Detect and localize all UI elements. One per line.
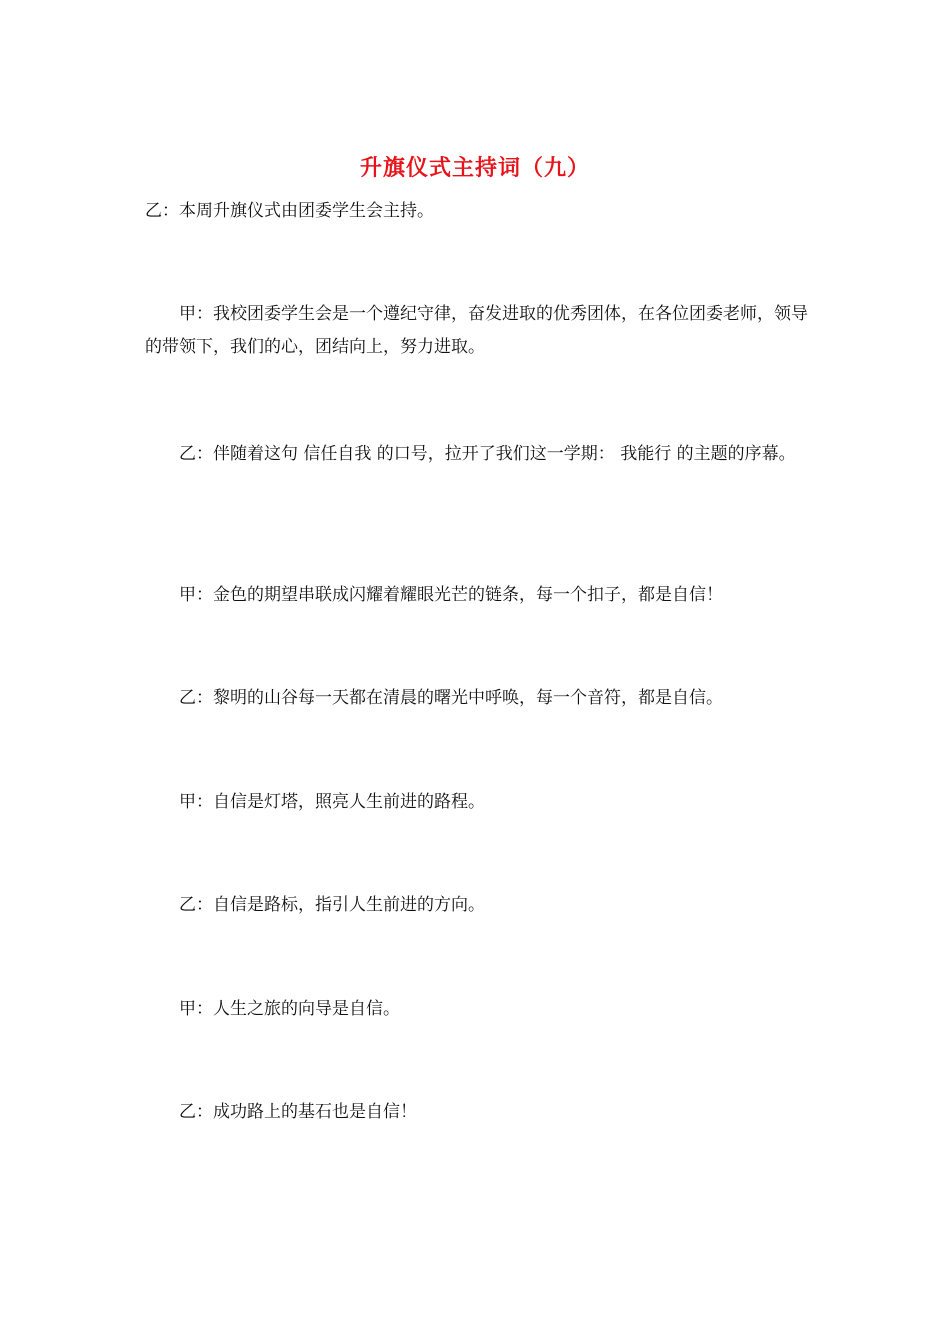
- paragraph: 乙：成功路上的基石也是自信！: [179, 1102, 417, 1122]
- paragraph: 乙：本周升旗仪式由团委学生会主持。: [145, 201, 434, 221]
- paragraph: 甲：我校团委学生会是一个遵纪守律，奋发进取的优秀团体，在各位团委老师，领导的带领下，我们的心，团结向上，努力进取。: [145, 304, 808, 357]
- paragraph: 乙：黎明的山谷每一天都在清晨的曙光中呼唤，每一个音符，都是自信。: [179, 688, 723, 708]
- paragraph: 乙：伴随着这句 信任自我 的口号，拉开了我们这一学期： 我能行 的主题的序幕。: [179, 444, 796, 464]
- paragraph: 乙：自信是路标，指引人生前进的方向。: [179, 895, 485, 915]
- paragraph: 甲：自信是灯塔，照亮人生前进的路程。: [179, 792, 485, 812]
- document-title: 升旗仪式主持词（九）: [359, 155, 590, 181]
- paragraph: 甲：金色的期望串联成闪耀着耀眼光芒的链条，每一个扣子，都是自信！: [179, 585, 723, 605]
- paragraph: 甲：人生之旅的向导是自信。: [179, 999, 400, 1019]
